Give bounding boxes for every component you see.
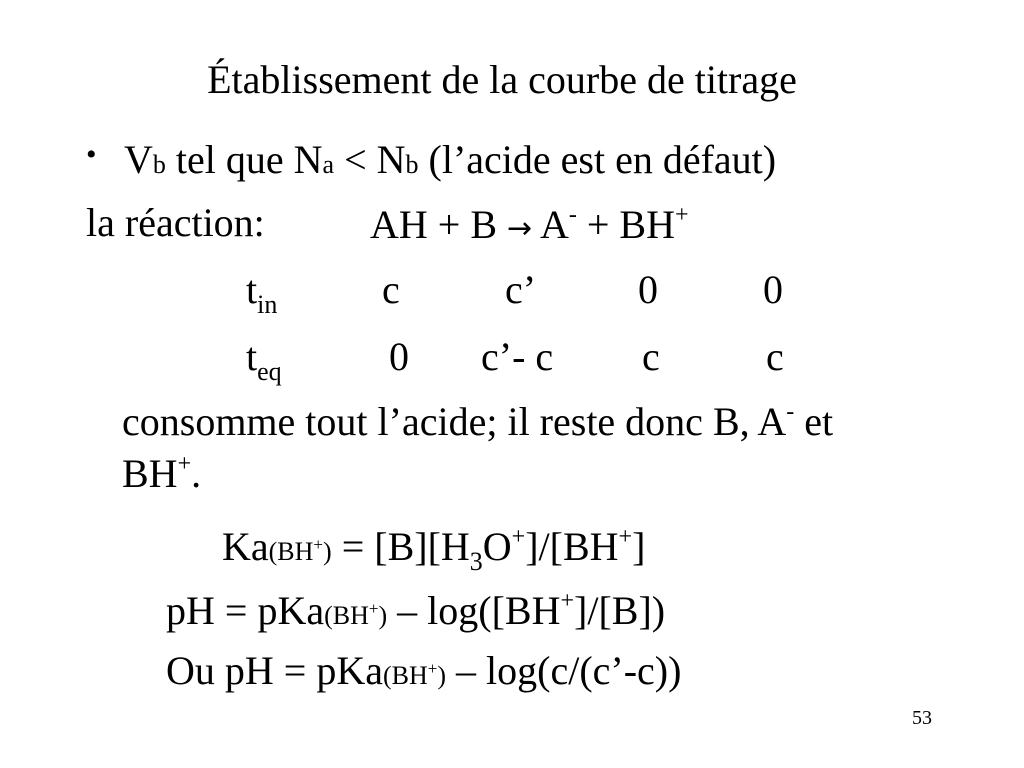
tin-value-b: c’ [505,267,537,312]
ph1-sub-sup: + [368,599,379,618]
nb-subscript: b [405,150,419,179]
bullet-dot: • [86,138,97,171]
condition-part3: (l’acide est en défaut) [418,137,777,182]
conclusion-text4: . [191,451,202,496]
a-superscript: - [568,202,577,228]
conclusion-text3: BH [122,451,178,496]
ka-label: Ka [222,524,269,569]
tin-value-a: 0 [638,267,658,312]
tin-value-bh: 0 [763,267,783,312]
ka-formula [222,525,645,575]
conclusion-line2 [122,452,201,494]
ph1-sub-open: (BH [324,601,369,630]
ph-formula-2 [166,648,682,693]
ph1-part1: pH = pKa [166,588,325,633]
tin-subscript: in [257,290,278,319]
page-number: 53 [912,707,932,729]
v-subscript: b [152,150,166,179]
conclusion-text1: consomme tout l’acide; il reste donc B, A [122,399,787,444]
ph1-sup: + [560,588,575,614]
teq-value-b: c’- c [481,334,554,379]
teq-subscript: eq [257,357,282,386]
na-subscript: a [322,150,335,179]
eq-part2: A [532,202,569,247]
conclusion-text2: et [794,399,834,444]
bullet-line [86,140,97,170]
ph2-sub-sup: + [427,659,438,678]
ka-eq1: = [B][H [331,524,470,569]
condition-part1: tel que N [165,137,323,182]
conclusion-line1 [122,400,833,442]
teq-value-a: c [642,334,660,379]
ka-eq3: ]/[BH [525,524,619,569]
eq-part1: AH + B [370,202,508,247]
teq-value-bh: c [766,334,784,379]
slide-title: Établissement de la courbe de titrage [207,57,797,102]
condition-text [124,137,777,182]
reaction-equation [370,203,689,245]
ph1-sub-close: ) [378,601,388,630]
ka-sup1: + [511,524,526,550]
ka-subscript [269,537,332,566]
reaction-label: la réaction: [86,200,265,245]
ka-sub-sup: + [313,535,324,554]
ka-sub-close: ) [323,537,332,566]
ka-sub-open: (BH [268,537,314,566]
bh-superscript: + [674,202,689,228]
ph2-subscript [383,661,446,690]
condition-part2: < N [334,137,406,182]
ph1-part2: – log([BH [387,588,561,633]
ph2-sub-close: ) [437,661,447,690]
ka-h3-subscript: 3 [469,547,483,576]
tin-value-ah: c [382,267,400,312]
ka-sup2: + [618,524,633,550]
ph2-part2: – log(c/(c’-c)) [446,648,682,693]
teq-value-ah: 0 [389,334,409,379]
v-symbol: V [124,137,153,182]
teq-label [246,334,282,386]
ph2-part1: Ou pH = pKa [166,648,383,693]
ph-formula-1 [166,589,665,631]
conclusion-sup2: + [177,451,192,477]
eq-part3: + BH [576,202,675,247]
teq-t: t [246,334,258,379]
tin-t: t [246,267,258,312]
ph1-part3: ]/[B]) [574,588,666,633]
conclusion-sup1: - [786,399,795,425]
reaction-arrow-icon: → [507,211,533,246]
ka-eq2: O [482,524,512,569]
tin-label [246,267,278,319]
ph2-sub-open: (BH [382,661,428,690]
ka-eq4: ] [632,524,646,569]
ph1-subscript [324,601,387,630]
